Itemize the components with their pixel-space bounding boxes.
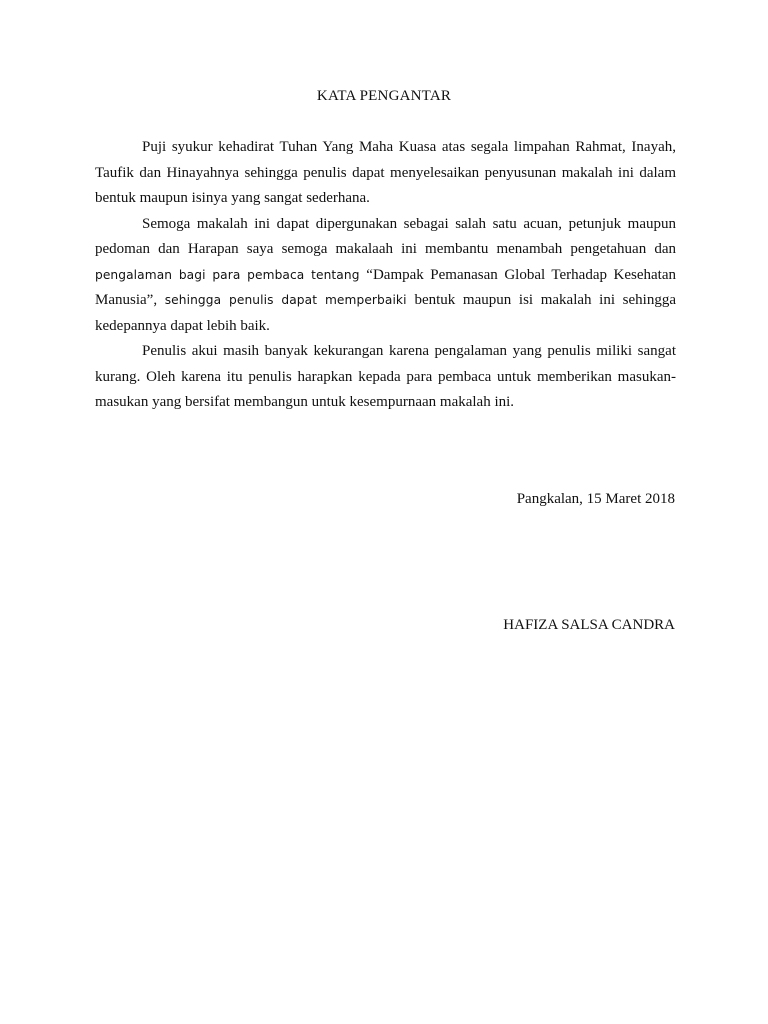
place-date: Pangkalan, 15 Maret 2018 xyxy=(516,491,675,507)
paragraph-2-part-3: “Dampak Pemanasan Global Terhadap Kesehatan Manusia”, xyxy=(95,266,676,308)
paragraph-2-part-5: bentuk maupun isi makalah ini sehingga kedepannya dapat lebih baik. xyxy=(95,292,676,334)
page-title: KATA PENGANTAR xyxy=(316,88,452,104)
paragraph-2-part-4: sehingga penulis dapat memperbaiki xyxy=(164,293,415,307)
document-body xyxy=(95,135,676,416)
author-name: HAFIZA SALSA CANDRA xyxy=(503,617,675,633)
paragraph-2-part-2: pengalaman bagi para pembaca tentang xyxy=(95,267,367,282)
paragraph-3: Penulis akui masih banyak kekurangan karena pengalaman yang penulis miliki sangat kurang. Oleh karena itu penulis harapkan kepada para pembaca untuk memberikan masukan-masukan yang bersifat membangun untuk kesempurnaan makalah ini. xyxy=(95,343,676,410)
paragraph-2-part-1: Semoga makalah ini dapat dipergunakan sebagai salah satu acuan, petunjuk maupun pedoman dan Harapan saya semoga makalaah ini membantu menambah pengetahuan dan xyxy=(95,215,676,257)
paragraph-1: Puji syukur kehadirat Tuhan Yang Maha Kuasa atas segala limpahan Rahmat, Inayah, Taufik dan Hinayahnya sehingga penulis dapat menyelesaikan penyusunan makalah ini dalam bentuk maupun isinya yang sangat sederhana. xyxy=(95,139,676,206)
paragraph-2 xyxy=(95,212,676,340)
